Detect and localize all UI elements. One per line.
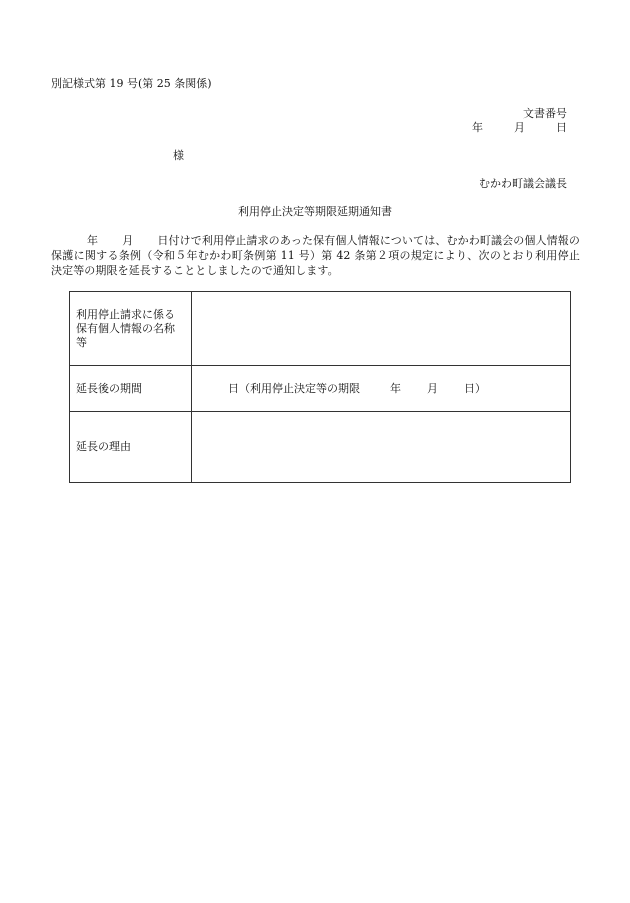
body-text: 日付けで利用停止請求のあった保有個人情報については、むかわ町議会の個人情報の保護に関する条例（令和５年むかわ町条例第 11 号）第 42 条第２項の規定により、次のとおり利用停止決定等の期限を延長することとしましたので通知します。	[51, 234, 580, 277]
extension-reason-label: 延長の理由	[70, 412, 192, 483]
table-row	[70, 412, 571, 483]
body-date-year: 年	[87, 234, 99, 247]
extended-period-value[interactable]	[192, 366, 571, 412]
target-info-label: 利用停止請求に係る保有個人情報の名称等	[70, 292, 192, 366]
target-info-value[interactable]	[192, 292, 571, 366]
form-number: 別記様式第 19 号(第 25 条関係)	[51, 77, 212, 90]
date-day: 日	[556, 121, 567, 134]
period-day: 日（利用停止決定等の期限	[228, 381, 360, 395]
period-month: 月	[427, 381, 438, 395]
body-date-month: 月	[122, 234, 134, 247]
document-date	[472, 121, 567, 135]
table-row	[70, 292, 571, 366]
document-title: 利用停止決定等期限延期通知書	[238, 205, 392, 218]
period-day-close: 日）	[464, 381, 486, 395]
extension-reason-value[interactable]	[192, 412, 571, 483]
sender-name: むかわ町議会議長	[479, 177, 567, 190]
document-number-label: 文書番号	[523, 107, 567, 120]
date-month: 月	[514, 121, 525, 134]
table-row	[70, 366, 571, 412]
info-table	[69, 291, 571, 483]
body-paragraph	[51, 233, 580, 278]
extended-period-label: 延長後の期間	[70, 366, 192, 412]
period-year: 年	[390, 381, 401, 395]
date-year: 年	[472, 121, 483, 134]
recipient-suffix: 様	[173, 149, 184, 162]
